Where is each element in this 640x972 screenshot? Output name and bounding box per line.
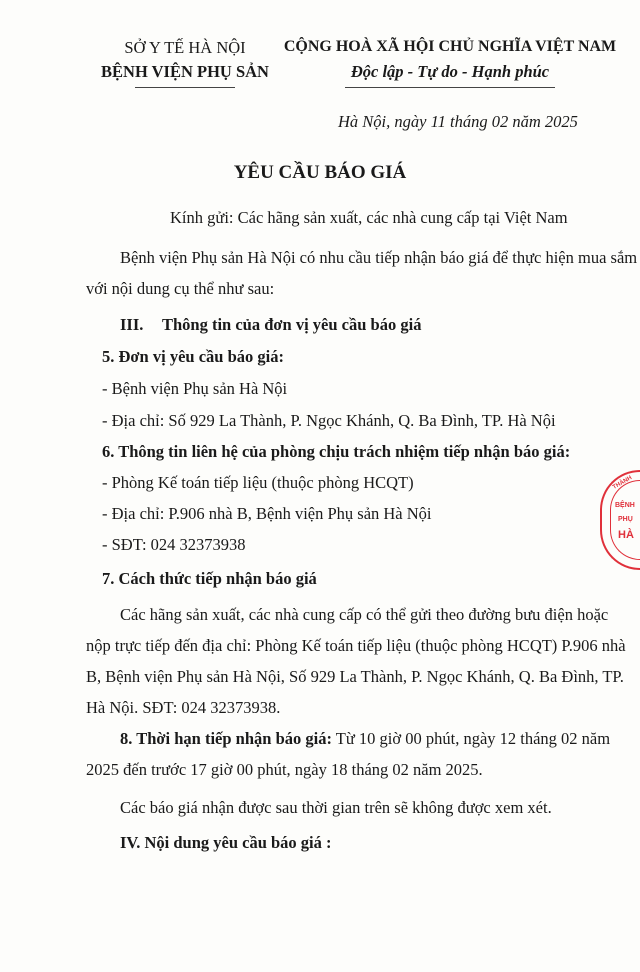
item-6-title: 6. Thông tin liên hệ của phòng chịu trách nhiệm tiếp nhận báo giá: bbox=[102, 442, 571, 461]
intro-line: với nội dung cụ thể như sau: bbox=[86, 279, 275, 298]
item-7-title: 7. Cách thức tiếp nhận báo giá bbox=[102, 569, 317, 588]
motto-subtitle: Độc lập - Tự do - Hạnh phúc bbox=[350, 62, 550, 81]
hospital-stamp bbox=[600, 470, 640, 570]
item-7-line: Hà Nội. SĐT: 024 32373938. bbox=[86, 698, 281, 717]
country-motto: CỘNG HOÀ XÃ HỘI CHỦ NGHĨA VIỆT NAM bbox=[283, 38, 617, 55]
item-7-line: B, Bệnh viện Phụ sản Hà Nội, Số 929 La Thành, P. Ngọc Khánh, Q. Ba Đình, TP. bbox=[86, 667, 624, 686]
item-8-line bbox=[120, 729, 610, 749]
item-6-line: - SĐT: 024 32373938 bbox=[102, 535, 246, 554]
document-title: YÊU CẦU BÁO GIÁ bbox=[233, 162, 407, 183]
date-line: Hà Nội, ngày 11 tháng 02 năm 2025 bbox=[338, 112, 578, 131]
divider bbox=[135, 87, 235, 88]
item-8-text: Từ 10 giờ 00 phút, ngày 12 tháng 02 năm bbox=[331, 729, 611, 748]
stamp-text: THÀNH bbox=[611, 475, 634, 491]
item-5-line: - Bệnh viện Phụ sản Hà Nội bbox=[102, 379, 288, 398]
item-6-line: - Phòng Kế toán tiếp liệu (thuộc phòng HCQT) bbox=[102, 473, 414, 492]
item-8-title: 8. Thời hạn tiếp nhận báo giá: bbox=[120, 729, 332, 748]
divider bbox=[345, 87, 555, 88]
section-3-title: Thông tin của đơn vị yêu cầu báo giá bbox=[162, 315, 422, 334]
intro-line: Bệnh viện Phụ sản Hà Nội có nhu cầu tiếp nhận báo giá để thực hiện mua sắm bbox=[120, 248, 638, 267]
item-7-line: nộp trực tiếp đến địa chỉ: Phòng Kế toán tiếp liệu (thuộc phòng HCQT) P.906 nhà bbox=[86, 636, 626, 655]
item-8-line: 2025 đến trước 17 giờ 00 phút, ngày 18 tháng 02 năm 2025. bbox=[86, 760, 483, 779]
item-5-line: - Địa chỉ: Số 929 La Thành, P. Ngọc Khánh, Q. Ba Đình, TP. Hà Nội bbox=[102, 411, 556, 430]
stamp-text: BỆNH bbox=[615, 502, 635, 509]
note: Các báo giá nhận được sau thời gian trên sẽ không được xem xét. bbox=[120, 798, 552, 817]
section-4-title: IV. Nội dung yêu cầu báo giá : bbox=[120, 833, 332, 852]
stamp-text: PHỤ bbox=[618, 516, 633, 523]
section-3-number: III. bbox=[120, 315, 144, 334]
item-6-line: - Địa chỉ: P.906 nhà B, Bệnh viện Phụ sản Hà Nội bbox=[102, 504, 432, 523]
hospital-name: BỆNH VIỆN PHỤ SẢN bbox=[101, 62, 269, 81]
recipient: Kính gửi: Các hãng sản xuất, các nhà cung cấp tại Việt Nam bbox=[170, 208, 568, 227]
stamp-text: HÀ bbox=[618, 529, 634, 541]
dept-name: SỞ Y TẾ HÀ NỘI bbox=[124, 38, 246, 57]
item-5-title: 5. Đơn vị yêu cầu báo giá: bbox=[102, 347, 284, 366]
item-7-line: Các hãng sản xuất, các nhà cung cấp có thể gửi theo đường bưu điện hoặc bbox=[120, 605, 609, 624]
